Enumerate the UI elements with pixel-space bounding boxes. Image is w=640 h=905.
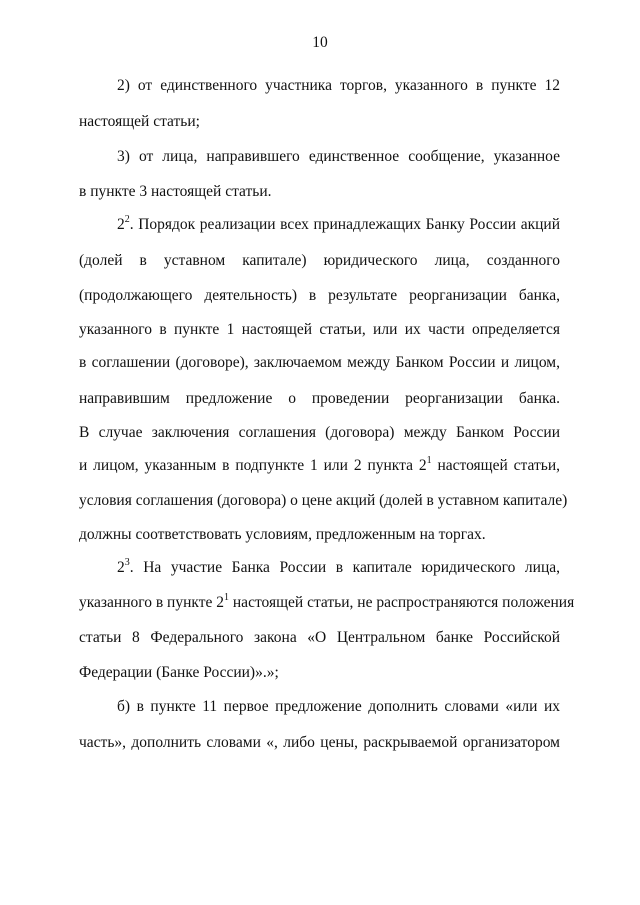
text-line: статьи 8 Федерального закона «О Центральном банке Российской (79, 629, 560, 646)
text-segment: настоящей статьи, (431, 457, 560, 474)
text-line (79, 591, 575, 613)
text-segment: 2 (117, 216, 125, 233)
text-line: настоящей статьи; (79, 113, 200, 130)
superscript: 2 (124, 213, 130, 225)
text-line (117, 558, 560, 578)
text-line: должны соответствовать условиям, предложенным на торгах. (79, 526, 486, 543)
text-line: указанного в пункте 1 настоящей статьи, или их части определяется (79, 321, 560, 338)
text-line: (продолжающего деятельность) в результате реорганизации банка, (79, 287, 560, 304)
text-line: в пункте 3 настоящей статьи. (79, 183, 272, 200)
text-segment: и лицом, указанным в подпункте 1 или 2 пункта 2 (79, 457, 427, 474)
text-segment: . Порядок реализации всех принадлежащих Банку России акций (129, 216, 560, 233)
text-line: в соглашении (договоре), заключаемом между Банком России и лицом, (79, 354, 560, 371)
text-segment: 2 (117, 559, 125, 576)
text-line: часть», дополнить словами «, либо цены, раскрываемой организатором (79, 734, 560, 751)
text-line: направившим предложение о проведении реорганизации банка. (79, 390, 560, 407)
text-line: 2) от единственного участника торгов, указанного в пункте 12 (117, 77, 560, 94)
text-line: Федерации (Банке России)».»; (79, 664, 279, 681)
text-line: условия соглашения (договора) о цене акций (долей в уставном капитале) (79, 492, 568, 509)
text-line: (долей в уставном капитале) юридического лица, созданного (79, 252, 560, 269)
text-segment: настоящей статьи, не распространяются положения (229, 594, 575, 611)
text-line: 3) от лица, направившего единственное сообщение, указанное (117, 148, 560, 165)
text-line: б) в пункте 11 первое предложение дополнить словами «или их (117, 698, 560, 715)
text-line (117, 215, 560, 235)
page-number: 10 (312, 34, 328, 51)
text-line: В случае заключения соглашения (договора) между Банком России (79, 424, 560, 441)
superscript: 1 (224, 591, 230, 603)
text-line (79, 456, 560, 476)
text-segment: указанного в пункте 2 (79, 594, 225, 611)
superscript: 1 (426, 454, 432, 466)
text-segment: . На участие Банка России в капитале юридического лица, (129, 559, 560, 576)
superscript: 3 (124, 556, 130, 568)
